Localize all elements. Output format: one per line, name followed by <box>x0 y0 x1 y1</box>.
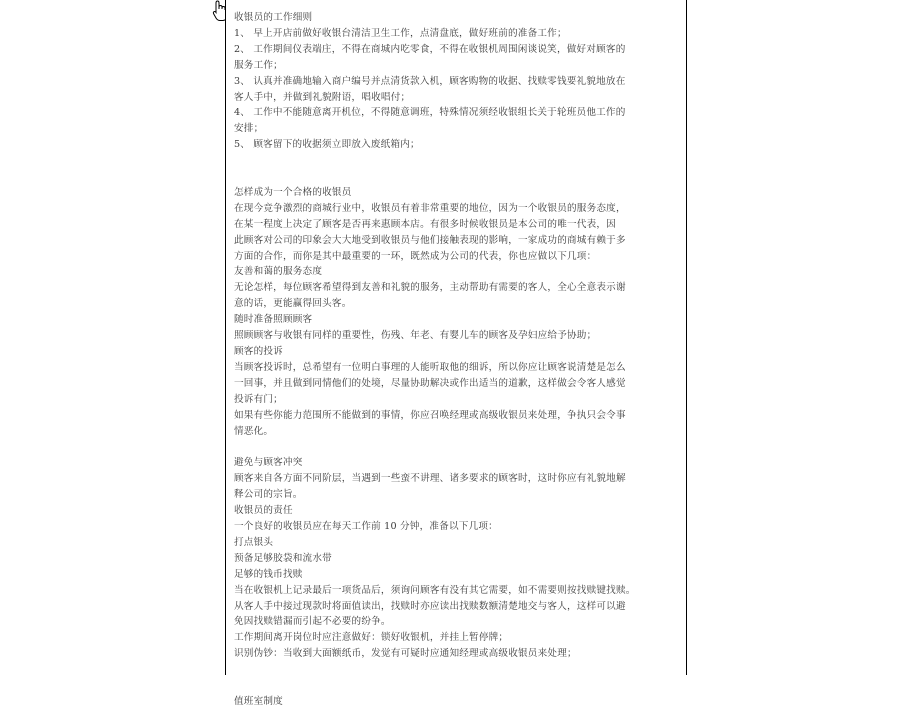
subheading: 顾客的投诉 <box>234 346 283 358</box>
body-line: 工作期间离开岗位时应注意做好：锁好收银机，并挂上暂停牌； <box>234 632 509 644</box>
body-line: 意的话，更能赢得回头客。 <box>234 298 352 310</box>
duty-line: 2、 工作期间仪表端庄，不得在商城内吃零食，不得在收银机周围闲谈说笑，做好对顾客的 <box>234 43 626 55</box>
body-line: 一个良好的收银员应在每天工作前 10 分钟，准备以下几项： <box>234 520 498 532</box>
body-line: 在某一程度上决定了顾客是否再来惠顾本店。有很多时候收银员是本公司的唯一代表，因 <box>234 218 616 230</box>
body-line: 当在收银机上记录最后一项货品后，须询问顾客有没有其它需要，如不需要则按找赎键找赎。 <box>234 584 636 596</box>
body-line: 从客人手中接过现款时将面值读出，找赎时亦应读出找赎数额清楚地交与客人，这样可以避 <box>234 600 626 612</box>
body-line: 无论怎样，每位顾客希望得到友善和礼貌的服务，主动帮助有需要的客人，全心全意表示谢 <box>234 282 626 294</box>
body-line: 投诉有门； <box>234 393 283 405</box>
duty-line: 1、 早上开店前做好收银台清洁卫生工作，点清盘底，做好班前的准备工作； <box>234 27 567 39</box>
body-line: 一回事，并且做到同情他们的处境，尽量协助解决或作出适当的道歉，这样做会令客人感觉 <box>234 377 626 389</box>
spacer <box>234 662 680 694</box>
spacer <box>234 153 680 185</box>
section-title-qualified: 怎样成为一个合格的收银员 <box>234 186 352 198</box>
body-line: 免因找赎错漏而引起不必要的纷争。 <box>234 616 391 628</box>
body-line: 情恶化。 <box>234 425 274 437</box>
body-line: 此顾客对公司的印象会大大地受到收银员与他们接触表现的影响，一家成功的商城有赖于多 <box>234 234 626 246</box>
body-line: 释公司的宗旨。 <box>234 489 303 501</box>
duty-line: 安排； <box>234 123 264 135</box>
body-line: 在现今竞争激烈的商城行业中，收银员有着非常重要的地位，因为一个收银员的服务态度， <box>234 202 626 214</box>
subheading: 打点银头 <box>234 536 274 548</box>
section-title-footer: 值班室制度 <box>234 695 283 707</box>
body-line: 方面的合作，而你是其中最重要的一环，既然成为公司的代表，你也应做以下几项： <box>234 250 597 262</box>
body-line: 顾客来自各方面不同阶层，当遇到一些蛮不讲理、诸多要求的顾客时，这时你应有礼貌地解 <box>234 473 626 485</box>
subheading: 足够的钱币找赎 <box>234 568 303 580</box>
duty-line: 客人手中，并做到礼貌附语，唱收唱付； <box>234 91 411 103</box>
section-title-conflict: 避免与顾客冲突 <box>234 457 303 469</box>
duty-line: 5、 顾客留下的收据须立即放入废纸箱内； <box>234 139 420 151</box>
document-body <box>234 10 680 710</box>
body-line: 如果有些你能力范围所不能做到的事情，你应召唤经理或高级收银员来处理，争执只会令事 <box>234 409 626 421</box>
duty-line: 4、 工作中不能随意离开机位，不得随意调班，特殊情况须经收银组长关于轮班员他工作的 <box>234 107 626 119</box>
subheading: 预备足够胶袋和流水带 <box>234 552 332 564</box>
body-line: 当顾客投诉时，总希望有一位明白事理的人能听取他的细诉，所以你应让顾客说清楚是怎么 <box>234 361 626 373</box>
body-line: 识别伪钞：当收到大面额纸币，发觉有可疑时应通知经理或高级收银员来处理； <box>234 648 577 660</box>
subheading: 随时准备照顾顾客 <box>234 314 313 326</box>
body-line: 照顾顾客与收银有同样的重要性，伤残、年老、有婴儿车的顾客及孕妇应给予协助； <box>234 330 597 342</box>
section-title-duties: 收银员的工作细则 <box>234 12 313 23</box>
document-page <box>225 0 687 707</box>
section-title-responsibility: 收银员的责任 <box>234 505 293 517</box>
spacer <box>234 439 680 455</box>
duty-line: 3、 认真并准确地输入商户编号并点清货款入机，顾客购物的收据、找赎零钱要礼貌地放在 <box>234 75 626 87</box>
subheading: 友善和蔼的服务态度 <box>234 266 323 278</box>
duty-line: 服务工作； <box>234 59 283 71</box>
